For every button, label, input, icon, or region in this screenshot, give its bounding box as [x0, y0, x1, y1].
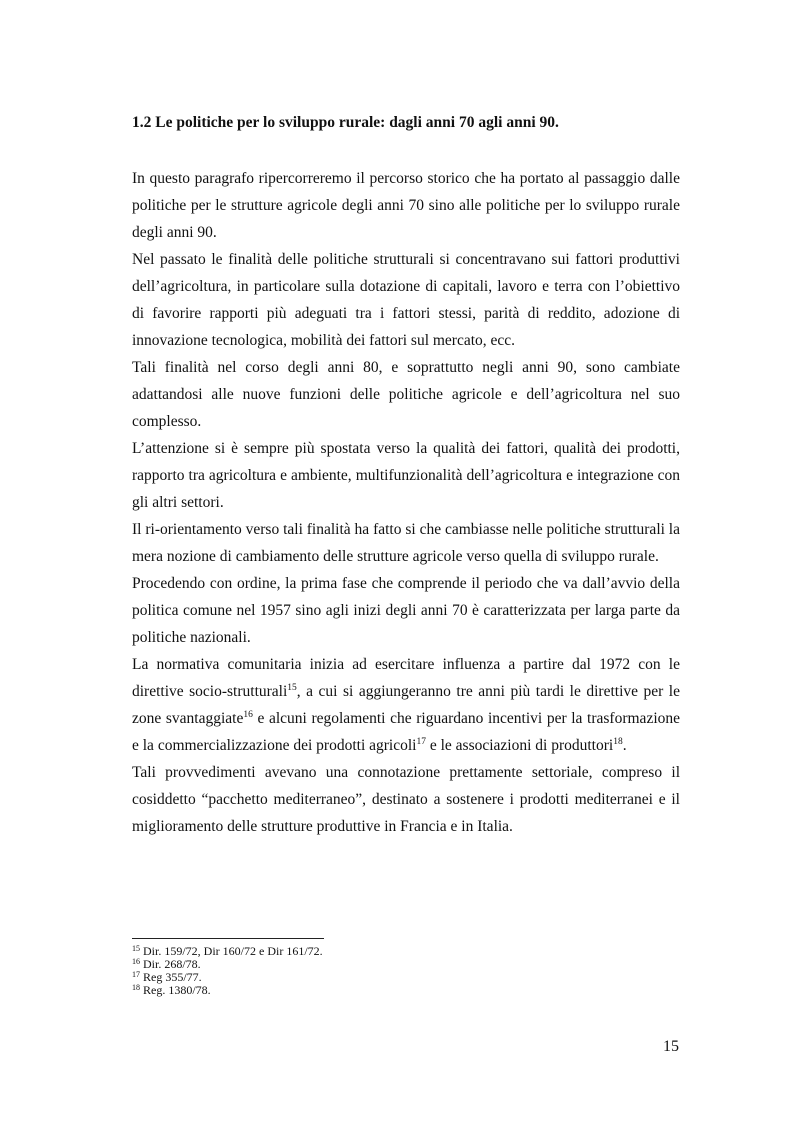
- footnote-ref[interactable]: 15: [287, 683, 297, 693]
- footnote-ref[interactable]: 18: [613, 737, 623, 747]
- page-number: 15: [663, 1038, 679, 1055]
- footnote-divider: [132, 938, 324, 939]
- footnote-text: Dir. 159/72, Dir 160/72 e Dir 161/72.: [143, 944, 323, 958]
- text-segment: e alcuni regolamenti che riguardano incentivi per la trasformazione e la commercializzazione dei prodotti agricoli: [132, 710, 681, 754]
- footnotes: [132, 945, 323, 997]
- footnote-text: Reg. 1380/78.: [143, 983, 211, 997]
- footnote-number: 16: [132, 957, 140, 966]
- footnote-ref[interactable]: 16: [243, 710, 253, 720]
- footnote-text: Reg 355/77.: [143, 970, 202, 984]
- text-segment: , a cui si aggiungeranno tre anni più tardi le direttive per le zone svantaggiate: [132, 683, 680, 727]
- text-segment: .: [622, 737, 627, 754]
- paragraph: Il ri-orientamento verso tali finalità ha fatto si che cambiasse nelle politiche strutturali la mera nozione di cambiamento delle strutture agricole verso quella di sviluppo rurale.: [132, 521, 680, 565]
- paragraph: Nel passato le finalità delle politiche strutturali si concentravano sui fattori produttivi dell’agricoltura, in particolare sulla dotazione di capitali, lavoro e terra con l’obiettivo di favorire rapporti più adeguati tra i fattori stessi, parità di reddito, adozione di innovazione tecnologica, mobilità dei fattori sul mercato, ecc.: [132, 251, 680, 349]
- footnote-text: Dir. 268/78.: [143, 957, 201, 971]
- footnote-ref[interactable]: 17: [416, 737, 426, 747]
- text-segment: e le associazioni di produttori: [425, 737, 614, 754]
- paragraph: In questo paragrafo ripercorreremo il percorso storico che ha portato al passaggio dalle politiche per le strutture agricole degli anni 70 sino alle politiche per lo sviluppo rurale degli anni 90.: [132, 170, 680, 241]
- paragraph: L’attenzione si è sempre più spostata verso la qualità dei fattori, qualità dei prodotti, rapporto tra agricoltura e ambiente, multifunzionalità dell’agricoltura e integrazione con gli altri settori.: [132, 440, 680, 511]
- footnote-number: 17: [132, 970, 140, 979]
- footnote-number: 18: [132, 983, 140, 992]
- footnote: [132, 984, 323, 997]
- body-text: [132, 165, 680, 840]
- paragraph: Tali finalità nel corso degli anni 80, e soprattutto negli anni 90, sono cambiate adattandosi alle nuove funzioni delle politiche agricole e dell’agricoltura nel suo complesso.: [132, 359, 680, 430]
- paragraph: Tali provvedimenti avevano una connotazione prettamente settoriale, compreso il cosiddetto “pacchetto mediterraneo”, destinato a sostenere i prodotti mediterranei e il miglioramento delle strutture produttive in Francia e in Italia.: [132, 764, 680, 835]
- footnote-number: 15: [132, 944, 140, 953]
- section-heading: 1.2 Le politiche per lo sviluppo rurale: dagli anni 70 agli anni 90.: [132, 114, 559, 131]
- text-segment: La normativa comunitaria inizia ad esercitare influenza a partire dal 1972 con le direttive socio-strutturali: [132, 656, 680, 700]
- paragraph: Procedendo con ordine, la prima fase che comprende il periodo che va dall’avvio della politica comune nel 1957 sino agli inizi degli anni 70 è caratterizzata per larga parte da politiche nazionali.: [132, 575, 680, 646]
- paragraph: [132, 651, 680, 759]
